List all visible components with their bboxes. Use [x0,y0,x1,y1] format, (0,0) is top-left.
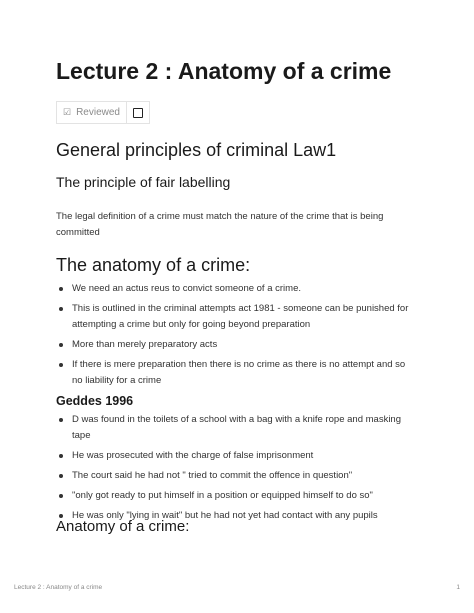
heading-general-principles: General principles of criminal Law1 [56,140,337,160]
anatomy-bullet-list [56,281,416,389]
heading-geddes: Geddes 1996 [56,394,134,408]
list-item: More than merely preparatory acts [56,337,416,353]
checkbox-property-icon: ☑ [63,107,72,117]
list-item: We need an actus reus to convict someone of a crime. [56,281,416,297]
footer-document-title: Lecture 2 : Anatomy of a crime [14,584,103,591]
list-item: If there is mere preparation then there is no crime as there is no attempt and so no liability for a crime [56,357,416,389]
list-item: D was found in the toilets of a school with a bag with a knife rope and masking tape [56,412,416,444]
footer-page-number: 1 [456,584,460,591]
geddes-bullet-list [56,412,416,524]
property-value[interactable] [126,102,149,123]
list-item: He was only "lying in wait" but he had not yet had contact with any pupils [56,508,416,524]
fair-labelling-paragraph: The legal definition of a crime must match the nature of the crime that is being committed [56,211,384,238]
list-item: "only got ready to put himself in a position or equipped himself to do so" [56,488,416,504]
heading-anatomy-of-crime: The anatomy of a crime: [56,255,251,275]
property-row [56,101,150,124]
heading-anatomy-of-crime-2: Anatomy of a crime: [56,518,190,535]
reviewed-checkbox[interactable] [133,108,143,118]
list-item: He was prosecuted with the charge of false imprisonment [56,448,416,464]
list-item: This is outlined in the criminal attempts act 1981 - someone can be punished for attempting a crime but only for going beyond preparation [56,301,416,333]
heading-fair-labelling: The principle of fair labelling [56,174,231,190]
property-name [57,102,126,123]
page-title: Lecture 2 : Anatomy of a crime [56,58,392,84]
property-label: Reviewed [76,107,120,118]
list-item: The court said he had not " tried to commit the offence in question" [56,468,416,484]
